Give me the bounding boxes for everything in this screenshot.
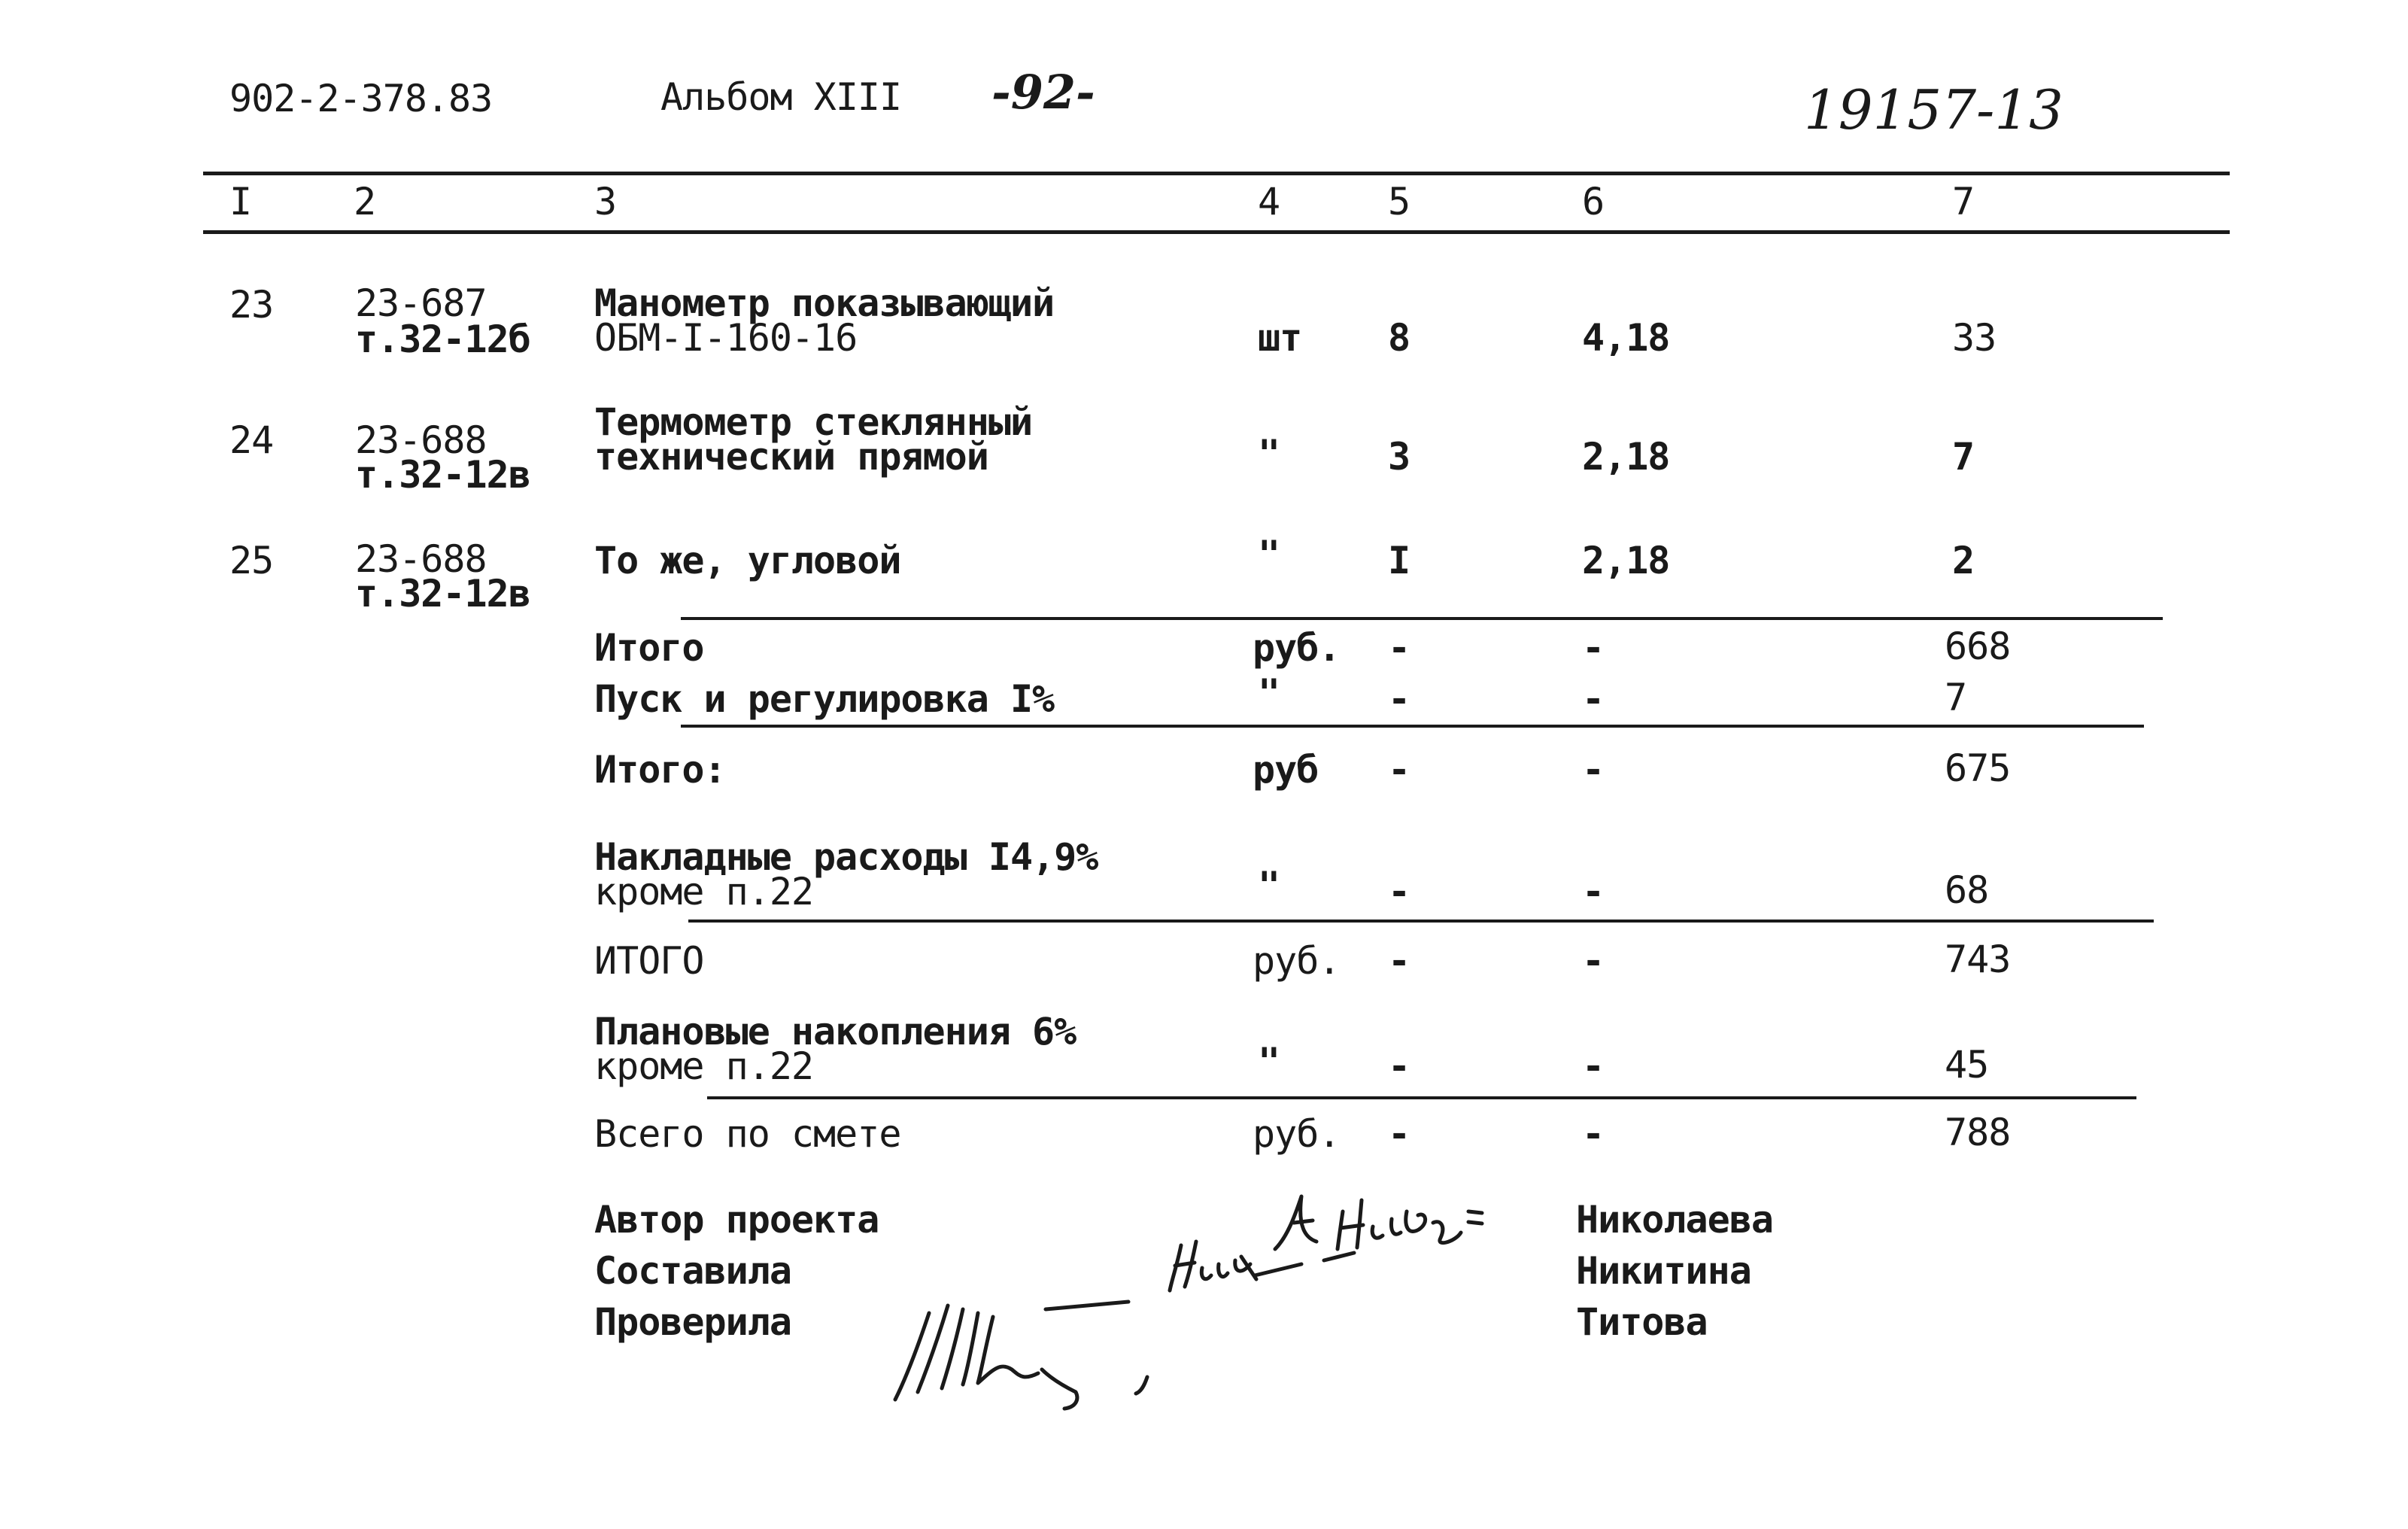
summary-col5: - bbox=[1388, 626, 1410, 670]
signature-role: Составила bbox=[594, 1249, 791, 1293]
signature-role: Автор проекта bbox=[594, 1198, 879, 1242]
unit-price: 2,18 bbox=[1582, 539, 1670, 582]
summary-unit: " bbox=[1258, 671, 1280, 715]
summary-col6: - bbox=[1582, 1044, 1605, 1088]
header-bottom-rule bbox=[203, 230, 2230, 234]
column-header-1: I bbox=[229, 180, 252, 223]
quantity: 8 bbox=[1388, 316, 1410, 360]
column-header-5: 5 bbox=[1388, 180, 1410, 223]
column-header-4: 4 bbox=[1258, 180, 1280, 223]
unit-price: 2,18 bbox=[1582, 435, 1670, 479]
quantity: 3 bbox=[1388, 435, 1410, 479]
item-name-line-1: Манометр показывающий bbox=[594, 281, 1055, 325]
summary-col5: - bbox=[1388, 939, 1410, 983]
unit: шт bbox=[1258, 316, 1302, 360]
page-number: -92- bbox=[991, 65, 1095, 120]
price-reference-line-2: т.32-12в bbox=[355, 453, 530, 497]
row-number: 25 bbox=[229, 539, 274, 582]
price-reference-line-1: 23-688 bbox=[355, 418, 487, 462]
price-reference-line-2: т.32-12б bbox=[355, 318, 530, 361]
unit-price: 4,18 bbox=[1582, 316, 1670, 360]
quantity: I bbox=[1388, 539, 1410, 582]
summary-unit: " bbox=[1258, 1040, 1280, 1084]
unit: " bbox=[1258, 533, 1280, 576]
album-title: Альбом XIII bbox=[660, 75, 902, 119]
summary-label-line-2: кроме п.22 bbox=[594, 870, 814, 913]
handwritten-signature-checker bbox=[888, 1279, 1174, 1415]
summary-label: Итого bbox=[594, 626, 704, 670]
summary-col6: - bbox=[1582, 1112, 1605, 1156]
subtotal-rule-2 bbox=[681, 725, 2144, 728]
summary-label: ИТОГО bbox=[594, 939, 704, 983]
summary-unit: руб. bbox=[1253, 939, 1341, 983]
summary-total: 743 bbox=[1945, 938, 2011, 981]
item-name-line-1: Термометр стеклянный bbox=[594, 400, 1033, 444]
summary-total: 68 bbox=[1945, 868, 1989, 912]
summary-unit: " bbox=[1258, 864, 1280, 907]
row-number: 24 bbox=[229, 418, 274, 462]
summary-col5: - bbox=[1388, 870, 1410, 913]
summary-col5: - bbox=[1388, 1112, 1410, 1156]
summary-col5: - bbox=[1388, 1044, 1410, 1088]
summary-label: Итого: bbox=[594, 748, 726, 792]
summary-total: 7 bbox=[1945, 676, 1967, 719]
row-total: 33 bbox=[1952, 316, 1997, 360]
summary-label-line-1: Накладные расходы I4,9% bbox=[594, 835, 1098, 879]
price-reference-line-1: 23-688 bbox=[355, 537, 487, 581]
unit: " bbox=[1258, 432, 1280, 476]
summary-unit: руб bbox=[1253, 748, 1319, 792]
summary-unit: руб. bbox=[1253, 626, 1341, 670]
subtotal-rule-1 bbox=[681, 617, 2163, 620]
subtotal-rule-3 bbox=[688, 920, 2154, 923]
summary-total: 675 bbox=[1945, 746, 2011, 790]
summary-total: 668 bbox=[1945, 625, 2011, 668]
summary-col6: - bbox=[1582, 677, 1605, 721]
column-header-7: 7 bbox=[1952, 180, 1975, 223]
column-header-6: 6 bbox=[1582, 180, 1605, 223]
summary-unit: руб. bbox=[1253, 1112, 1341, 1156]
document-code: 902-2-378.83 bbox=[229, 77, 493, 120]
item-name-line-1: То же, угловой bbox=[594, 539, 901, 582]
column-header-2: 2 bbox=[354, 180, 376, 223]
price-reference-line-1: 23-687 bbox=[355, 281, 487, 325]
header-top-rule bbox=[203, 172, 2230, 175]
row-number: 23 bbox=[229, 283, 274, 327]
column-header-3: 3 bbox=[594, 180, 617, 223]
summary-label: Пуск и регулировка I% bbox=[594, 677, 1055, 721]
subtotal-rule-4 bbox=[707, 1096, 2136, 1099]
summary-col6: - bbox=[1582, 626, 1605, 670]
item-name-line-2: технический прямой bbox=[594, 435, 988, 479]
summary-col6: - bbox=[1582, 870, 1605, 913]
row-total: 2 bbox=[1952, 539, 1975, 582]
summary-col5: - bbox=[1388, 677, 1410, 721]
sheet-code: 19157-13 bbox=[1804, 78, 2063, 141]
signature-name: Никитина bbox=[1576, 1249, 1751, 1293]
summary-total: 45 bbox=[1945, 1043, 1989, 1087]
summary-col6: - bbox=[1582, 939, 1605, 983]
summary-label-line-1: Плановые накопления 6% bbox=[594, 1010, 1076, 1053]
summary-label: Всего по смете bbox=[594, 1112, 901, 1156]
summary-label-line-2: кроме п.22 bbox=[594, 1044, 814, 1088]
signature-name: Николаева bbox=[1576, 1198, 1773, 1242]
summary-col6: - bbox=[1582, 748, 1605, 792]
item-name-line-2: ОБМ-I-160-16 bbox=[594, 316, 858, 360]
signature-role: Проверила bbox=[594, 1300, 791, 1344]
handwritten-signature-compiler bbox=[1166, 1234, 1316, 1302]
row-total: 7 bbox=[1952, 435, 1975, 479]
summary-total: 788 bbox=[1945, 1111, 2011, 1154]
signature-name: Титова bbox=[1576, 1300, 1708, 1344]
summary-col5: - bbox=[1388, 748, 1410, 792]
price-reference-line-2: т.32-12в bbox=[355, 572, 530, 616]
